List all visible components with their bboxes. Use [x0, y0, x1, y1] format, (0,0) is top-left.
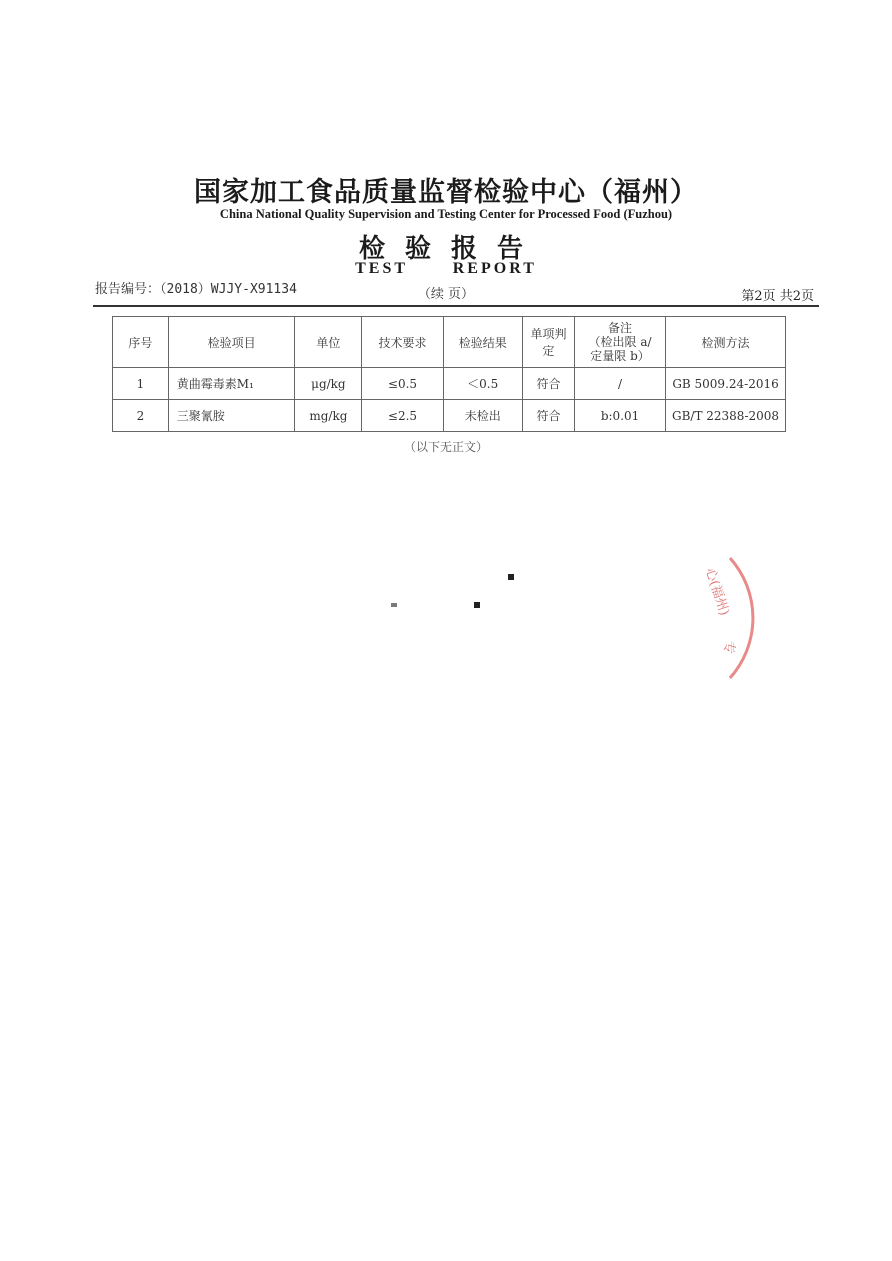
header-item: 检验项目	[168, 317, 295, 368]
continued-page-label: （续 页）	[417, 287, 475, 302]
header-note-line1: 备注	[608, 321, 633, 335]
cell-requirement: ≤2.5	[362, 400, 443, 432]
cell-item: 三聚氰胺	[168, 400, 295, 432]
cell-method: GB 5009.24-2016	[666, 368, 786, 400]
cell-judgment: 符合	[522, 400, 574, 432]
header-divider	[93, 305, 819, 307]
header-result: 检验结果	[443, 317, 522, 368]
seal-text: 心(福州)	[701, 566, 732, 618]
seal-arc	[730, 558, 753, 678]
cell-seq: 1	[113, 368, 169, 400]
header-note-line3: 定量限 b）	[590, 349, 650, 363]
cell-result: ＜0.5	[443, 368, 522, 400]
cell-unit: mg/kg	[295, 400, 362, 432]
seal-sub-text: 专	[721, 640, 737, 655]
page-number: 第2页 共2页	[741, 289, 814, 304]
scan-speck	[391, 603, 397, 607]
cell-requirement: ≤0.5	[362, 368, 443, 400]
report-number: 报告编号：（2018）WJJY-X91134	[95, 282, 297, 297]
report-title-en: TEST REPORT	[355, 260, 537, 277]
cell-seq: 2	[113, 400, 169, 432]
table-row	[113, 368, 786, 400]
test-results-table	[112, 316, 786, 432]
header-note-line2: （检出限 a/	[588, 335, 652, 349]
header-judgment: 单项判定	[522, 317, 574, 368]
table-header-row	[113, 317, 786, 368]
table-row	[113, 400, 786, 432]
center-title-cn: 国家加工食品质量监督检验中心（福州）	[194, 177, 698, 208]
cell-judgment: 符合	[522, 368, 574, 400]
header-unit: 单位	[295, 317, 362, 368]
header-requirement: 技术要求	[362, 317, 443, 368]
header-method: 检测方法	[666, 317, 786, 368]
cell-item: 黄曲霉毒素M₁	[168, 368, 295, 400]
header-seq: 序号	[113, 317, 169, 368]
scan-speck	[474, 602, 480, 608]
cell-note: /	[575, 368, 666, 400]
end-of-text-note: （以下无正文）	[403, 440, 488, 454]
cell-result: 未检出	[443, 400, 522, 432]
scan-speck	[508, 574, 514, 580]
cell-note: b:0.01	[575, 400, 666, 432]
cell-method: GB/T 22388-2008	[666, 400, 786, 432]
report-title-cn: 检验报告	[358, 234, 543, 264]
center-title-en: China National Quality Supervision and Testing Center for Processed Food (Fuzhou)	[219, 207, 673, 221]
cell-unit: μg/kg	[295, 368, 362, 400]
header-note	[575, 317, 666, 368]
